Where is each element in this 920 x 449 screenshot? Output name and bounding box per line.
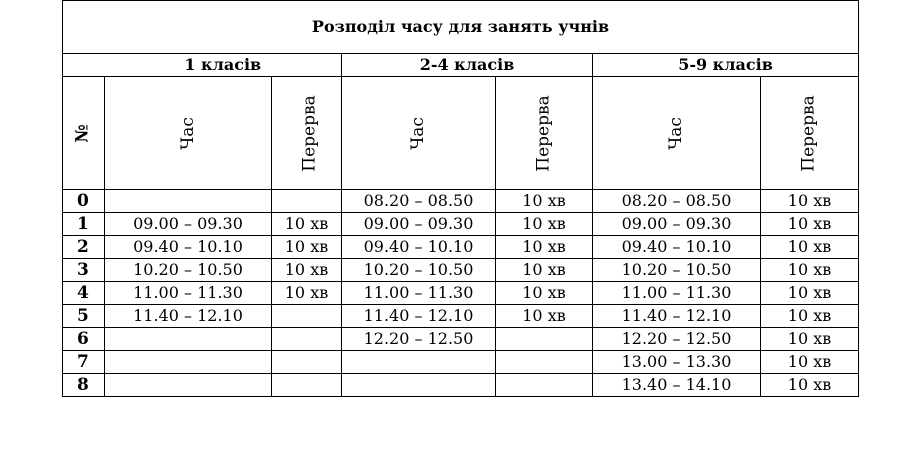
break-cell: 10 хв [272, 236, 342, 259]
break-cell [272, 305, 342, 328]
row-number: 7 [63, 351, 105, 374]
break-cell: 10 хв [761, 282, 859, 305]
table-row [63, 374, 859, 397]
time-cell: 11.00 – 11.30 [105, 282, 272, 305]
time-cell: 09.00 – 09.30 [593, 213, 761, 236]
table-row [63, 351, 859, 374]
break-cell [496, 351, 593, 374]
break-cell [272, 328, 342, 351]
time-column-header [342, 77, 496, 190]
group-header-1: 1 класів [105, 54, 342, 77]
time-cell: 11.40 – 12.10 [105, 305, 272, 328]
row-number: 2 [63, 236, 105, 259]
break-cell [272, 190, 342, 213]
time-header-text: Час [407, 116, 428, 150]
row-number: 6 [63, 328, 105, 351]
time-cell: 09.40 – 10.10 [593, 236, 761, 259]
break-header-text: Перерва [799, 94, 820, 172]
number-column-header [63, 77, 105, 190]
time-cell [105, 351, 272, 374]
table-row [63, 305, 859, 328]
break-cell: 10 хв [761, 259, 859, 282]
break-column-header [272, 77, 342, 190]
break-cell [496, 328, 593, 351]
break-cell [272, 351, 342, 374]
table-row [63, 259, 859, 282]
time-cell: 13.40 – 14.10 [593, 374, 761, 397]
break-cell: 10 хв [272, 213, 342, 236]
time-cell: 12.20 – 12.50 [593, 328, 761, 351]
group-header-blank [63, 54, 105, 77]
time-column-header [105, 77, 272, 190]
row-number: 0 [63, 190, 105, 213]
time-cell: 09.00 – 09.30 [105, 213, 272, 236]
break-cell: 10 хв [761, 236, 859, 259]
time-cell: 10.20 – 10.50 [105, 259, 272, 282]
time-cell: 10.20 – 10.50 [593, 259, 761, 282]
table-row [63, 213, 859, 236]
row-number: 5 [63, 305, 105, 328]
row-number: 4 [63, 282, 105, 305]
row-number: 3 [63, 259, 105, 282]
time-cell: 11.40 – 12.10 [342, 305, 496, 328]
break-cell: 10 хв [761, 351, 859, 374]
time-cell: 09.40 – 10.10 [342, 236, 496, 259]
break-cell: 10 хв [761, 328, 859, 351]
row-number: 1 [63, 213, 105, 236]
time-cell: 09.00 – 09.30 [342, 213, 496, 236]
break-cell: 10 хв [761, 213, 859, 236]
break-cell: 10 хв [272, 282, 342, 305]
time-cell: 11.00 – 11.30 [342, 282, 496, 305]
group-header-3: 5-9 класів [593, 54, 859, 77]
number-header-text: № [72, 124, 93, 143]
table-row [63, 190, 859, 213]
schedule-table [62, 0, 859, 397]
table-row [63, 236, 859, 259]
time-cell: 11.00 – 11.30 [593, 282, 761, 305]
break-cell: 10 хв [496, 190, 593, 213]
time-cell: 09.40 – 10.10 [105, 236, 272, 259]
time-cell: 10.20 – 10.50 [342, 259, 496, 282]
table-row [63, 282, 859, 305]
time-column-header [593, 77, 761, 190]
time-header-text: Час [177, 116, 198, 150]
time-cell [105, 328, 272, 351]
break-cell: 10 хв [496, 236, 593, 259]
time-cell [105, 190, 272, 213]
time-cell: 08.20 – 08.50 [593, 190, 761, 213]
time-cell: 08.20 – 08.50 [342, 190, 496, 213]
break-cell: 10 хв [496, 213, 593, 236]
break-cell [272, 374, 342, 397]
break-column-header [496, 77, 593, 190]
break-cell: 10 хв [272, 259, 342, 282]
break-cell: 10 хв [496, 305, 593, 328]
time-cell [342, 374, 496, 397]
time-cell: 13.00 – 13.30 [593, 351, 761, 374]
row-number: 8 [63, 374, 105, 397]
break-cell: 10 хв [761, 374, 859, 397]
table-row [63, 328, 859, 351]
time-cell [105, 374, 272, 397]
table-title: Розподіл часу для занять учнів [63, 1, 859, 54]
time-cell [342, 351, 496, 374]
break-header-text: Перерва [299, 94, 320, 172]
break-cell: 10 хв [496, 282, 593, 305]
break-cell: 10 хв [761, 190, 859, 213]
group-header-2: 2-4 класів [342, 54, 593, 77]
break-cell: 10 хв [761, 305, 859, 328]
break-cell: 10 хв [496, 259, 593, 282]
break-column-header [761, 77, 859, 190]
time-cell: 12.20 – 12.50 [342, 328, 496, 351]
break-cell [496, 374, 593, 397]
time-header-text: Час [665, 116, 686, 150]
break-header-text: Перерва [533, 94, 554, 172]
time-cell: 11.40 – 12.10 [593, 305, 761, 328]
